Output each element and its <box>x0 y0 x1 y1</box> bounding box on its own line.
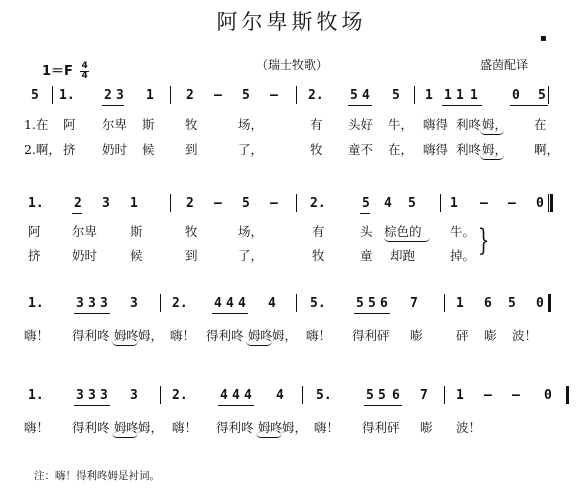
note: – <box>214 88 222 103</box>
lyric-verse-1: 嘭 <box>410 328 423 343</box>
lyric-verse-1: 嘭 <box>420 420 433 435</box>
lyric-verse-1: 棕色的 <box>384 224 422 239</box>
lyric-verse-1: 得利砰 <box>352 328 390 343</box>
lyric-verse-1: 姆 <box>258 420 271 435</box>
lyric-verse-2: 嗨得 <box>423 142 449 157</box>
note: 2 <box>186 88 194 103</box>
lyric-verse-1: 咚 <box>270 420 283 435</box>
note: 3 <box>88 388 96 403</box>
note: 2. <box>172 296 188 311</box>
lyric-verse-1: 牛。 <box>450 224 476 239</box>
note: 5 <box>356 296 364 311</box>
lyric-verse-1: 斯 <box>130 224 143 239</box>
note: 1 <box>450 196 458 211</box>
key-label: 1＝F <box>42 64 73 79</box>
note: 5 <box>378 388 386 403</box>
lyric-verse-1: 牛， <box>388 117 414 132</box>
note: – <box>270 196 278 211</box>
note: 5 <box>362 196 370 211</box>
bar-line <box>444 294 445 312</box>
lyric-verse-2: 挤 <box>63 142 76 157</box>
note: – <box>270 88 278 103</box>
lyric-verse-1: 姆 <box>248 328 261 343</box>
lyric-verse-1: 场， <box>238 117 264 132</box>
note: 5 <box>31 88 39 103</box>
slur <box>480 155 504 160</box>
lyric-verse-1: 利咚 <box>456 117 482 132</box>
lyric-verse-1: 场， <box>238 224 264 239</box>
lyric-verse-2: 在， <box>388 142 414 157</box>
note: 1 <box>456 296 464 311</box>
note: 3 <box>100 296 108 311</box>
lyric-verse-1: 在 <box>534 117 547 132</box>
note: 0 <box>536 196 544 211</box>
note: – <box>512 388 520 403</box>
note: 3 <box>100 388 108 403</box>
lyric-verse-1: 得利咚 <box>216 420 254 435</box>
lyric-verse-1: 头 <box>360 224 373 239</box>
song-style: （瑞士牧歌） <box>256 58 329 72</box>
lyric-verse-1: 姆， <box>482 117 508 132</box>
note: 1. <box>59 88 75 103</box>
slur <box>112 433 138 438</box>
note: 6 <box>484 296 492 311</box>
lyric-verse-1: 得利砰 <box>362 420 400 435</box>
lyric-verse-1: 波！ <box>456 420 482 435</box>
note: – <box>214 196 222 211</box>
lyric-verse-2: 了， <box>238 248 264 263</box>
note: 7 <box>410 296 418 311</box>
lyric-verse-1: 咚 <box>126 328 139 343</box>
note: 2 <box>186 196 194 211</box>
bar-line <box>548 194 549 212</box>
note: 5 <box>508 296 516 311</box>
eighth-underline <box>348 105 372 106</box>
note: 1 <box>470 88 478 103</box>
bar-line <box>444 386 445 404</box>
lyric-verse-2: 利咚 <box>456 142 482 157</box>
final-bar-line <box>548 294 551 312</box>
lyric-verse-1: 尔卑 <box>72 224 98 239</box>
lyric-verse-2: 挤 <box>28 248 41 263</box>
slur <box>256 433 282 438</box>
note: 4 <box>226 296 234 311</box>
lyric-verse-1: 嗨！ <box>24 328 50 343</box>
note: 2 <box>74 196 82 211</box>
lyric-verse-2: 掉。 <box>450 248 476 263</box>
note: 5 <box>366 388 374 403</box>
note: 4 <box>276 388 284 403</box>
lyric-verse-1: 咚 <box>260 328 273 343</box>
lyric-verse-1: 嗨得 <box>423 117 449 132</box>
final-bar-line <box>566 386 569 404</box>
eighth-underline <box>510 105 548 106</box>
lyric-verse-1: 牧 <box>185 224 198 239</box>
note: – <box>508 196 516 211</box>
note: 4 <box>238 296 246 311</box>
bar-line <box>296 294 297 312</box>
slur <box>112 341 138 346</box>
slur <box>480 130 504 135</box>
eighth-underline <box>354 313 390 314</box>
note: 3 <box>102 196 110 211</box>
note: 4 <box>244 388 252 403</box>
eighth-underline <box>212 313 248 314</box>
note: 4 <box>268 296 276 311</box>
note: 6 <box>392 388 400 403</box>
note: 0 <box>536 296 544 311</box>
bar-line <box>160 294 161 312</box>
note: 3 <box>76 388 84 403</box>
lyric-verse-1: 嗨！ <box>314 420 340 435</box>
note: 1. <box>28 388 44 403</box>
note: 5. <box>316 388 332 403</box>
note: 6 <box>380 296 388 311</box>
lyric-verse-1: 得利咚 <box>72 328 110 343</box>
lyric-verse-1: 得利咚 <box>72 420 110 435</box>
note: 5 <box>350 88 358 103</box>
lyric-verse-1: 嗨！ <box>306 328 332 343</box>
note: 1 <box>425 88 433 103</box>
corner-mark: ▪ <box>540 33 547 44</box>
lyric-verse-1: 1.在 <box>24 117 49 132</box>
note: 5 <box>242 196 250 211</box>
lyric-verse-1: 斯 <box>142 117 155 132</box>
bar-line <box>170 86 171 104</box>
note: 3 <box>76 296 84 311</box>
note: 2. <box>310 196 326 211</box>
lyric-verse-2: 到 <box>185 248 198 263</box>
bar-line <box>296 194 297 212</box>
note: – <box>480 196 488 211</box>
note: 1 <box>146 88 154 103</box>
lyric-verse-1: 嗨！ <box>170 328 196 343</box>
lyric-verse-1: 牧 <box>185 117 198 132</box>
lyric-verse-2: 牧 <box>312 248 325 263</box>
lyric-verse-1: 阿 <box>63 117 76 132</box>
lyric-verse-1: 嘭 <box>484 328 497 343</box>
eighth-underline <box>74 405 110 406</box>
note: 3 <box>130 388 138 403</box>
lyric-verse-2: 却跑 <box>390 248 416 263</box>
note: 5 <box>368 296 376 311</box>
eighth-underline <box>74 313 110 314</box>
note: 3 <box>116 88 124 103</box>
note: 0 <box>512 88 520 103</box>
lyric-verse-2: 候 <box>142 142 155 157</box>
eighth-underline <box>442 105 482 106</box>
time-bottom: 4 <box>81 71 88 81</box>
time-top: 4 <box>81 61 88 71</box>
bar-line <box>170 194 171 212</box>
eighth-underline <box>218 405 254 406</box>
note: 4 <box>214 296 222 311</box>
note: 2. <box>172 388 188 403</box>
lyric-verse-1: 姆， <box>138 420 164 435</box>
lyric-verse-2: 奶时 <box>72 248 98 263</box>
translator-credit: 盛茵配译 <box>480 58 529 72</box>
lyric-verse-1: 姆， <box>282 420 308 435</box>
lyric-verse-2: 童不 <box>348 142 374 157</box>
eighth-underline <box>364 405 402 406</box>
lyric-verse-2: 候 <box>130 248 143 263</box>
verse-brace: } <box>477 223 490 258</box>
lyric-verse-2: 了， <box>238 142 264 157</box>
lyric-verse-2: 童 <box>360 248 373 263</box>
final-bar-line <box>550 194 553 212</box>
note: 1 <box>456 88 464 103</box>
note: 0 <box>544 388 552 403</box>
lyric-verse-1: 头好 <box>348 117 374 132</box>
note: 5 <box>392 88 400 103</box>
lyric-verse-1: 波！ <box>512 328 538 343</box>
eighth-underline <box>72 213 82 214</box>
note: 2. <box>308 88 324 103</box>
lyric-verse-1: 嗨！ <box>24 420 50 435</box>
note: 4 <box>232 388 240 403</box>
eighth-underline <box>360 213 370 214</box>
note: 1. <box>28 196 44 211</box>
lyric-verse-1: 有 <box>310 117 323 132</box>
note: 3 <box>130 296 138 311</box>
lyric-verse-1: 咚 <box>126 420 139 435</box>
lyric-verse-1: 得利咚 <box>206 328 244 343</box>
note: 5 <box>538 88 546 103</box>
bar-line <box>160 386 161 404</box>
note: 2 <box>104 88 112 103</box>
note: – <box>484 388 492 403</box>
bar-line <box>440 194 441 212</box>
note: 1 <box>456 388 464 403</box>
lyric-verse-2: 2.啊， <box>24 142 61 157</box>
time-signature <box>80 62 88 81</box>
song-title: 阿尔卑斯牧场 <box>216 10 367 34</box>
bar-line <box>302 386 303 404</box>
lyric-verse-1: 姆 <box>114 328 127 343</box>
note: 4 <box>384 196 392 211</box>
note: 7 <box>420 388 428 403</box>
lyric-verse-2: 牧 <box>310 142 323 157</box>
bar-line <box>548 86 549 104</box>
lyric-verse-2: 到 <box>185 142 198 157</box>
note: 3 <box>88 296 96 311</box>
lyric-verse-1: 阿 <box>28 224 41 239</box>
note: 4 <box>220 388 228 403</box>
lyric-verse-2: 奶时 <box>102 142 128 157</box>
lyric-verse-1: 有 <box>312 224 325 239</box>
lyric-verse-1: 姆 <box>114 420 127 435</box>
eighth-underline <box>102 105 124 106</box>
note: 4 <box>362 88 370 103</box>
slur <box>384 237 430 242</box>
note: 5. <box>310 296 326 311</box>
note: 5 <box>408 196 416 211</box>
bar-line <box>296 86 297 104</box>
slur <box>246 341 272 346</box>
note: 1. <box>28 296 44 311</box>
lyric-verse-1: 尔卑 <box>102 117 128 132</box>
lyric-verse-1: 嗨！ <box>172 420 198 435</box>
bar-line <box>414 86 415 104</box>
note: 1 <box>130 196 138 211</box>
note: 1 <box>444 88 452 103</box>
key-signature <box>42 60 89 81</box>
footnote: 注：嗨！得利咚姆是衬词。 <box>34 470 160 482</box>
lyric-verse-2: 姆， <box>482 142 508 157</box>
note: 5 <box>242 88 250 103</box>
lyric-verse-1: 砰 <box>456 328 469 343</box>
lyric-verse-1: 姆， <box>272 328 298 343</box>
lyric-verse-1: 姆， <box>138 328 164 343</box>
bar-line <box>52 86 53 104</box>
lyric-verse-2: 啊， <box>534 142 560 157</box>
